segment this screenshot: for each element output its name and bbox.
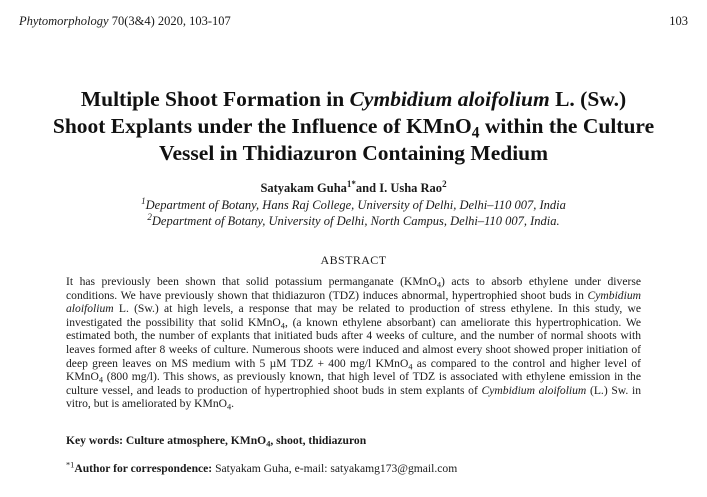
abstract-body bbox=[66, 275, 641, 411]
title-line-2: Shoot Explants under the Influence of KMnO$_4$ within the Culture bbox=[52, 114, 655, 142]
volume-info: 70(3&4) 2020, 103-107 bbox=[111, 14, 231, 28]
title-line-1: Multiple Shoot Formation in Cymbidium aloifolium L. (Sw.) bbox=[80, 87, 627, 111]
running-header bbox=[19, 13, 688, 29]
affiliation-1: $^1$Department of Botany, Hans Raj College, University of Delhi, Delhi–110 007, India bbox=[141, 196, 566, 212]
journal-name: Phytomorphology bbox=[19, 14, 109, 28]
correspondence-label: Author for correspondence: bbox=[74, 462, 213, 475]
author-2: and I. Usha Rao bbox=[355, 181, 443, 195]
keywords: Key words: Culture atmosphere, KMnO$_4$, shoot, thidiazuron bbox=[66, 434, 367, 449]
affiliation-2: $^2$Department of Botany, University of Delhi, North Campus, Delhi–110 007, India. bbox=[147, 212, 560, 228]
abstract-paragraph: It has previously been shown that solid potassium permanganate (KMnO$_4$) acts to absorb ethylene under diverse conditions. We have previously shown that thidiazuron (TDZ) induces abnormal, hypertrophied shoot buds in Cymbidium aloifolium L. (Sw.) at high levels, a response that may be related to production of stress ethylene. In this study, we investigated the possibility that solid KMnO$_4$, (a known ethylene absorbant) can ameliorate this hypertrophication. We estimated both, the number of explants that initiated buds after 4 weeks of culture, and the number of normal shoots with leaves formed after 8 weeks of culture. Numerous shoots were induced and almost every shoot showed proper initiation of deep green leaves on MS medium with 5 µM TDZ + 400 mg/l KMnO$_4$ as compared to the control and higher level of KMnO$_4$ (800 mg/l). This shows, as previously known, that high level of TDZ is associated with ethylene emission in the culture vessel, and leads to production of hypertrophied shoot buds in stem explants of Cymbidium aloifolium (L.) Sw. in vitro, but is ameliorated by KMnO$_4$. bbox=[66, 275, 642, 412]
paper-title bbox=[10, 86, 697, 167]
author-list: Satyakam Guha$^{1*}$and I. Usha Rao$^2$ bbox=[260, 179, 447, 195]
title-line-3: Vessel in Thidiazuron Containing Medium bbox=[158, 141, 549, 165]
journal-citation bbox=[19, 13, 231, 29]
title-species: Cymbidium aloifolium bbox=[349, 87, 550, 111]
correspondence-email[interactable]: Satyakam Guha, e-mail: satyakamg173@gmail.com bbox=[212, 462, 458, 475]
author-1: Satyakam Guha bbox=[260, 181, 347, 195]
abstract-heading: ABSTRACT bbox=[320, 253, 387, 267]
page-number: 103 bbox=[669, 14, 688, 28]
correspondence-note: $^{*1}$Author for correspondence: Satyakam Guha, e-mail: satyakamg173@gmail.com bbox=[66, 460, 458, 475]
